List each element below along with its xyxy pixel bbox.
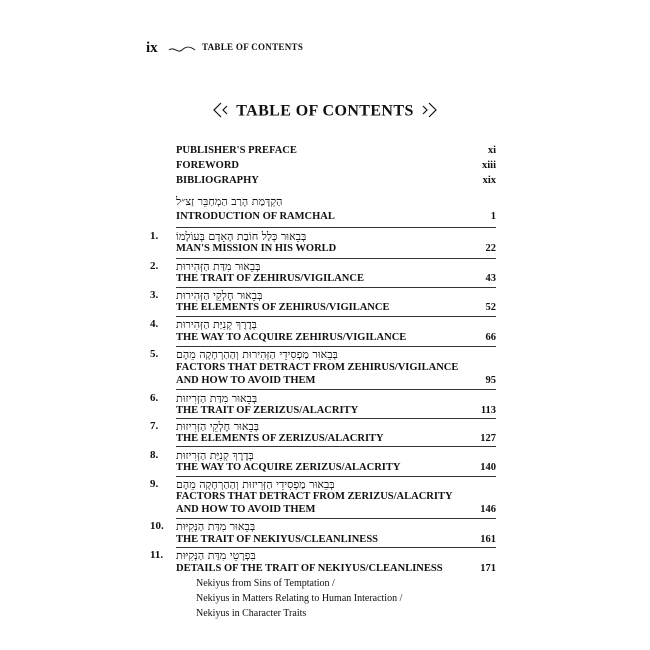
- toc-entry[interactable]: [0, 302, 650, 316]
- toc-hebrew-line: [0, 549, 650, 563]
- toc-entry[interactable]: [0, 332, 650, 346]
- toc-title: THE ELEMENTS OF ZEHIRUS/VIGILANCE: [176, 302, 390, 313]
- toc-title-continued: AND HOW TO AVOID THEM: [176, 504, 316, 515]
- divider: [176, 258, 496, 259]
- toc-hebrew-line: [0, 318, 650, 332]
- divider: [176, 518, 496, 519]
- toc-title: MAN'S MISSION IN HIS WORLD: [176, 243, 337, 254]
- divider: [176, 446, 496, 447]
- toc-subentry: [0, 593, 650, 607]
- toc-hebrew-line: [0, 230, 650, 244]
- toc-page: xiii: [481, 160, 496, 171]
- toc-hebrew-line: [0, 420, 650, 434]
- toc-hebrew-title: הַקְדָּמַת הָרַב הַמְחַבֵּר זַצ״ל: [176, 195, 283, 208]
- toc-subentry: [0, 578, 650, 592]
- toc-entry[interactable]: [0, 563, 650, 577]
- toc-page: 171: [480, 563, 496, 574]
- toc-number: 2.: [150, 260, 159, 272]
- toc-front-matter-item[interactable]: [0, 160, 650, 174]
- ornament-icon: [168, 42, 196, 60]
- divider: [176, 418, 496, 419]
- toc-number: 8.: [150, 449, 159, 461]
- toc-number: 1.: [150, 230, 159, 242]
- toc-entry[interactable]: [0, 491, 650, 505]
- toc-title: FACTORS THAT DETRACT FROM ZEHIRUS/VIGILANCE: [176, 362, 459, 373]
- toc-number: 11.: [150, 549, 164, 561]
- running-head-label: TABLE OF CONTENTS: [202, 42, 304, 52]
- toc-entry[interactable]: [0, 211, 650, 225]
- toc-page: 1: [490, 211, 496, 222]
- toc-subentry-text: Nekiyus in Matters Relating to Human Interaction /: [196, 593, 403, 604]
- divider: [176, 389, 496, 390]
- toc-title: THE WAY TO ACQUIRE ZEHIRUS/VIGILANCE: [176, 332, 407, 343]
- toc-subentry-text: Nekiyus from Sins of Temptation /: [196, 578, 335, 589]
- toc-number: 7.: [150, 420, 159, 432]
- divider: [176, 346, 496, 347]
- toc-title: PUBLISHER'S PREFACE: [176, 145, 297, 156]
- toc-title: THE ELEMENTS OF ZERIZUS/ALACRITY: [176, 433, 384, 444]
- toc-number: 4.: [150, 318, 159, 330]
- toc-hebrew-title: בְּבֵאוּר מִדַּת הַזְּהִירוּת: [176, 260, 261, 273]
- divider: [176, 476, 496, 477]
- toc-page: 127: [480, 433, 496, 444]
- toc-hebrew-line: [0, 289, 650, 303]
- toc-title: INTRODUCTION OF RAMCHAL: [176, 211, 335, 222]
- toc-page: xi: [487, 145, 496, 156]
- toc-hebrew-title: בְּבֵאוּר מַפְסִידֵי הַזְּהִירוּת וְהַהַרְחָקָה מֵהֶם: [176, 348, 338, 361]
- toc-number: 9.: [150, 478, 159, 490]
- left-ornament-icon: [212, 102, 230, 122]
- toc-page: 52: [485, 302, 496, 313]
- page-title: [150, 102, 500, 122]
- toc-page: 146: [480, 504, 496, 515]
- toc-hebrew-title: בְּבֵאוּר חֶלְקֵי הַזְּהִירוּת: [176, 289, 263, 302]
- toc-page: xix: [482, 175, 496, 186]
- toc-hebrew-line: [0, 195, 650, 209]
- toc-subentry-text: Nekiyus in Character Traits: [196, 608, 307, 619]
- toc-entry[interactable]: [0, 243, 650, 257]
- toc-hebrew-title: בִּפְרָטֵי מִדַּת הַנְּקִיּוּת: [176, 549, 256, 562]
- toc-hebrew-line: [0, 449, 650, 463]
- toc-page: 43: [485, 273, 496, 284]
- toc-page: 113: [480, 405, 496, 416]
- toc-hebrew-line: [0, 348, 650, 362]
- toc-title: BIBLIOGRAPHY: [176, 175, 259, 186]
- toc-number: 10.: [150, 520, 164, 532]
- toc-title: THE WAY TO ACQUIRE ZERIZUS/ALACRITY: [176, 462, 401, 473]
- toc-hebrew-line: [0, 520, 650, 534]
- toc-hebrew-title: בְּבֵאוּר מִדַּת הַזְּרִיזוּת: [176, 392, 258, 405]
- toc-hebrew-title: בְּבֵאוּר כְּלַל חוֹבַת הָאָדָם בְּעוֹלָמוֹ: [176, 230, 307, 243]
- toc-number: 5.: [150, 348, 159, 360]
- toc-hebrew-line: [0, 478, 650, 492]
- toc-hebrew-title: בְּדֶרֶךְ קְנִיַּת הַזְּרִיזוּת: [176, 449, 254, 462]
- toc-title: THE TRAIT OF ZEHIRUS/VIGILANCE: [176, 273, 364, 284]
- toc-entry[interactable]: [0, 433, 650, 447]
- toc-page: 95: [485, 375, 496, 386]
- toc-front-matter-item[interactable]: [0, 175, 650, 189]
- toc-title: DETAILS OF THE TRAIT OF NEKIYUS/CLEANLINESS: [176, 563, 443, 574]
- toc-title: FOREWORD: [176, 160, 239, 171]
- toc-entry-continued[interactable]: [0, 375, 650, 389]
- toc-title-continued: AND HOW TO AVOID THEM: [176, 375, 316, 386]
- toc-entry-continued[interactable]: [0, 504, 650, 518]
- toc-number: 3.: [150, 289, 159, 301]
- toc-page: 66: [485, 332, 496, 343]
- toc-entry[interactable]: [0, 362, 650, 376]
- toc-page: 22: [485, 243, 496, 254]
- right-ornament-icon: [420, 102, 438, 122]
- toc-hebrew-title: בְּבֵאוּר מַפְסִידֵי הַזְּרִיזוּת וְהַהַרְחָקָה מֵהֶם: [176, 478, 335, 491]
- running-head-page-number: ix: [146, 40, 158, 56]
- toc-page: 161: [480, 534, 496, 545]
- divider: [176, 316, 496, 317]
- toc-entry[interactable]: [0, 405, 650, 419]
- toc-title: THE TRAIT OF ZERIZUS/ALACRITY: [176, 405, 359, 416]
- toc-hebrew-line: [0, 260, 650, 274]
- toc-entry[interactable]: [0, 273, 650, 287]
- running-head: [146, 40, 506, 60]
- toc-hebrew-title: בְּדֶרֶךְ קְנִיַּת הַזְּהִירוּת: [176, 318, 257, 331]
- title-text: TABLE OF CONTENTS: [236, 102, 414, 120]
- toc-front-matter-item[interactable]: [0, 145, 650, 159]
- toc-entry[interactable]: [0, 462, 650, 476]
- toc-subentry: [0, 608, 650, 622]
- toc-hebrew-title: בְּבֵאוּר חֶלְקֵי הַזְּרִיזוּת: [176, 420, 260, 433]
- toc-page: 140: [480, 462, 496, 473]
- toc-entry[interactable]: [0, 534, 650, 548]
- divider: [176, 287, 496, 288]
- toc-number: 6.: [150, 392, 159, 404]
- toc-title: FACTORS THAT DETRACT FROM ZERIZUS/ALACRITY: [176, 491, 453, 502]
- toc-title: THE TRAIT OF NEKIYUS/CLEANLINESS: [176, 534, 378, 545]
- toc-hebrew-line: [0, 392, 650, 406]
- divider: [176, 547, 496, 548]
- toc-hebrew-title: בְּבֵאוּר מִדַּת הַנְּקִיּוּת: [176, 520, 256, 533]
- divider: [176, 227, 496, 228]
